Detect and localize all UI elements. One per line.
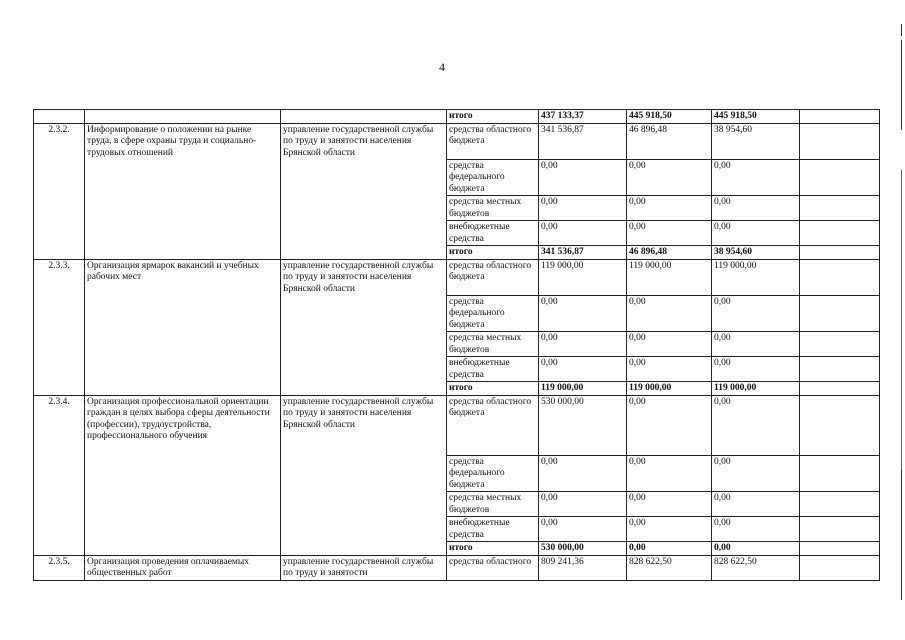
cell-value-3: 0,00 [712, 517, 800, 542]
cell-empty [800, 357, 880, 382]
cell-empty [800, 110, 880, 124]
budget-table [33, 109, 880, 581]
cell-number: 2.3.2. [34, 123, 85, 259]
cell-empty [800, 123, 880, 159]
cell-value-3: 0,00 [712, 492, 800, 517]
cell-value-1: 809 241,36 [539, 555, 627, 580]
scan-edge-mark [901, 40, 902, 130]
cell-value-1: 0,00 [539, 492, 627, 517]
cell-value-2: 119 000,00 [627, 259, 712, 295]
cell-source: средства областного бюджета [447, 259, 539, 295]
cell-value-2: 0,00 [627, 332, 712, 357]
cell-value-1: 530 000,00 [539, 395, 627, 455]
cell-empty [800, 517, 880, 542]
cell-value-2: 0,00 [627, 357, 712, 382]
cell-value-1: 530 000,00 [539, 542, 627, 556]
cell-empty [800, 455, 880, 492]
cell-name: Информирование о положении на рынке труда, в сфере охраны труда и социально-трудовых отношений [85, 123, 281, 259]
cell-value-3: 0,00 [712, 295, 800, 332]
cell-value-3: 0,00 [712, 395, 800, 455]
cell-source: средства федерального бюджета [447, 159, 539, 196]
table-row [34, 259, 880, 295]
cell-source: средства местных бюджетов [447, 332, 539, 357]
cell-empty [800, 555, 880, 580]
cell-value-2: 0,00 [627, 295, 712, 332]
cell-value-2: 0,00 [627, 542, 712, 556]
cell-source: средства местных бюджетов [447, 492, 539, 517]
cell-empty [800, 542, 880, 556]
cell-source: итого [447, 246, 539, 260]
cell-empty [800, 295, 880, 332]
cell-value-3: 445 918,50 [712, 110, 800, 124]
cell-empty [800, 332, 880, 357]
table-row [34, 110, 880, 124]
cell-empty [800, 259, 880, 295]
cell-source: итого [447, 382, 539, 396]
cell-source: средства местных бюджетов [447, 196, 539, 221]
scan-edge-mark [901, 470, 902, 600]
table-row [34, 123, 880, 159]
cell-value-2: 0,00 [627, 395, 712, 455]
cell-number: 2.3.4. [34, 395, 85, 555]
scan-edge-mark [901, 170, 902, 470]
cell-name: Организация профессиональной ориентации граждан в целях выбора сферы деятельности (профессии), трудоустройства, профессионального обучения [85, 395, 281, 555]
cell-value-1: 0,00 [539, 196, 627, 221]
cell-empty [800, 382, 880, 396]
cell-empty [800, 246, 880, 260]
cell-empty [800, 196, 880, 221]
cell-number: 2.3.3. [34, 259, 85, 395]
cell-name: Организация ярмарок вакансий и учебных рабочих мест [85, 259, 281, 395]
cell-value-2: 46 896,48 [627, 123, 712, 159]
cell-source: внебюджетные средства [447, 221, 539, 246]
cell-value-3: 38 954,60 [712, 123, 800, 159]
cell-empty [800, 159, 880, 196]
cell-value-1: 341 536,87 [539, 123, 627, 159]
cell-value-2: 0,00 [627, 517, 712, 542]
cell-empty [800, 395, 880, 455]
cell-empty [800, 492, 880, 517]
cell-source: средства федерального бюджета [447, 295, 539, 332]
cell-source: внебюджетные средства [447, 517, 539, 542]
cell-executor: управление государственной службы по труду и занятости населения Брянской области [281, 395, 447, 555]
cell-source: итого [447, 110, 539, 124]
cell-value-3: 0,00 [712, 542, 800, 556]
cell-source: средства областного бюджета [447, 395, 539, 455]
cell-value-3: 38 954,60 [712, 246, 800, 260]
cell-source: итого [447, 542, 539, 556]
budget-table-body [34, 110, 880, 581]
table-row [34, 555, 880, 580]
cell-value-2: 119 000,00 [627, 382, 712, 396]
cell-value-1: 0,00 [539, 455, 627, 492]
cell-value-1: 437 133,37 [539, 110, 627, 124]
cell-executor: управление государственной службы по труду и занятости населения Брянской области [281, 259, 447, 395]
cell-value-1: 119 000,00 [539, 259, 627, 295]
cell-source: средства областного бюджета [447, 123, 539, 159]
cell-executor: управление государственной службы по труду и занятости [281, 555, 447, 580]
cell-value-2: 0,00 [627, 159, 712, 196]
cell-value-1: 341 536,87 [539, 246, 627, 260]
cell-value-2: 0,00 [627, 196, 712, 221]
cell-source: средства федерального бюджета [447, 455, 539, 492]
cell-value-1: 0,00 [539, 357, 627, 382]
page-number: 4 [439, 60, 445, 74]
cell-value-1: 0,00 [539, 295, 627, 332]
cell-value-2: 46 896,48 [627, 246, 712, 260]
cell-empty [800, 221, 880, 246]
cell-number [34, 110, 85, 124]
cell-value-1: 0,00 [539, 332, 627, 357]
cell-value-3: 828 622,50 [712, 555, 800, 580]
cell-source: средства областного [447, 555, 539, 580]
cell-number: 2.3.5. [34, 555, 85, 580]
cell-value-3: 0,00 [712, 221, 800, 246]
cell-value-2: 0,00 [627, 492, 712, 517]
scan-edge-mark [901, 24, 902, 36]
cell-value-3: 119 000,00 [712, 382, 800, 396]
cell-value-3: 0,00 [712, 455, 800, 492]
cell-value-1: 119 000,00 [539, 382, 627, 396]
table-row [34, 395, 880, 455]
cell-value-2: 0,00 [627, 221, 712, 246]
cell-name [85, 110, 281, 124]
cell-value-3: 119 000,00 [712, 259, 800, 295]
cell-name: Организация проведения оплачиваемых общественных работ [85, 555, 281, 580]
cell-value-3: 0,00 [712, 332, 800, 357]
cell-value-1: 0,00 [539, 221, 627, 246]
cell-executor [281, 110, 447, 124]
cell-value-2: 828 622,50 [627, 555, 712, 580]
cell-value-2: 0,00 [627, 455, 712, 492]
cell-value-3: 0,00 [712, 357, 800, 382]
cell-executor: управление государственной службы по труду и занятости населения Брянской области [281, 123, 447, 259]
cell-value-2: 445 918,50 [627, 110, 712, 124]
cell-value-3: 0,00 [712, 196, 800, 221]
cell-value-1: 0,00 [539, 159, 627, 196]
cell-value-1: 0,00 [539, 517, 627, 542]
cell-value-3: 0,00 [712, 159, 800, 196]
cell-source: внебюджетные средства [447, 357, 539, 382]
